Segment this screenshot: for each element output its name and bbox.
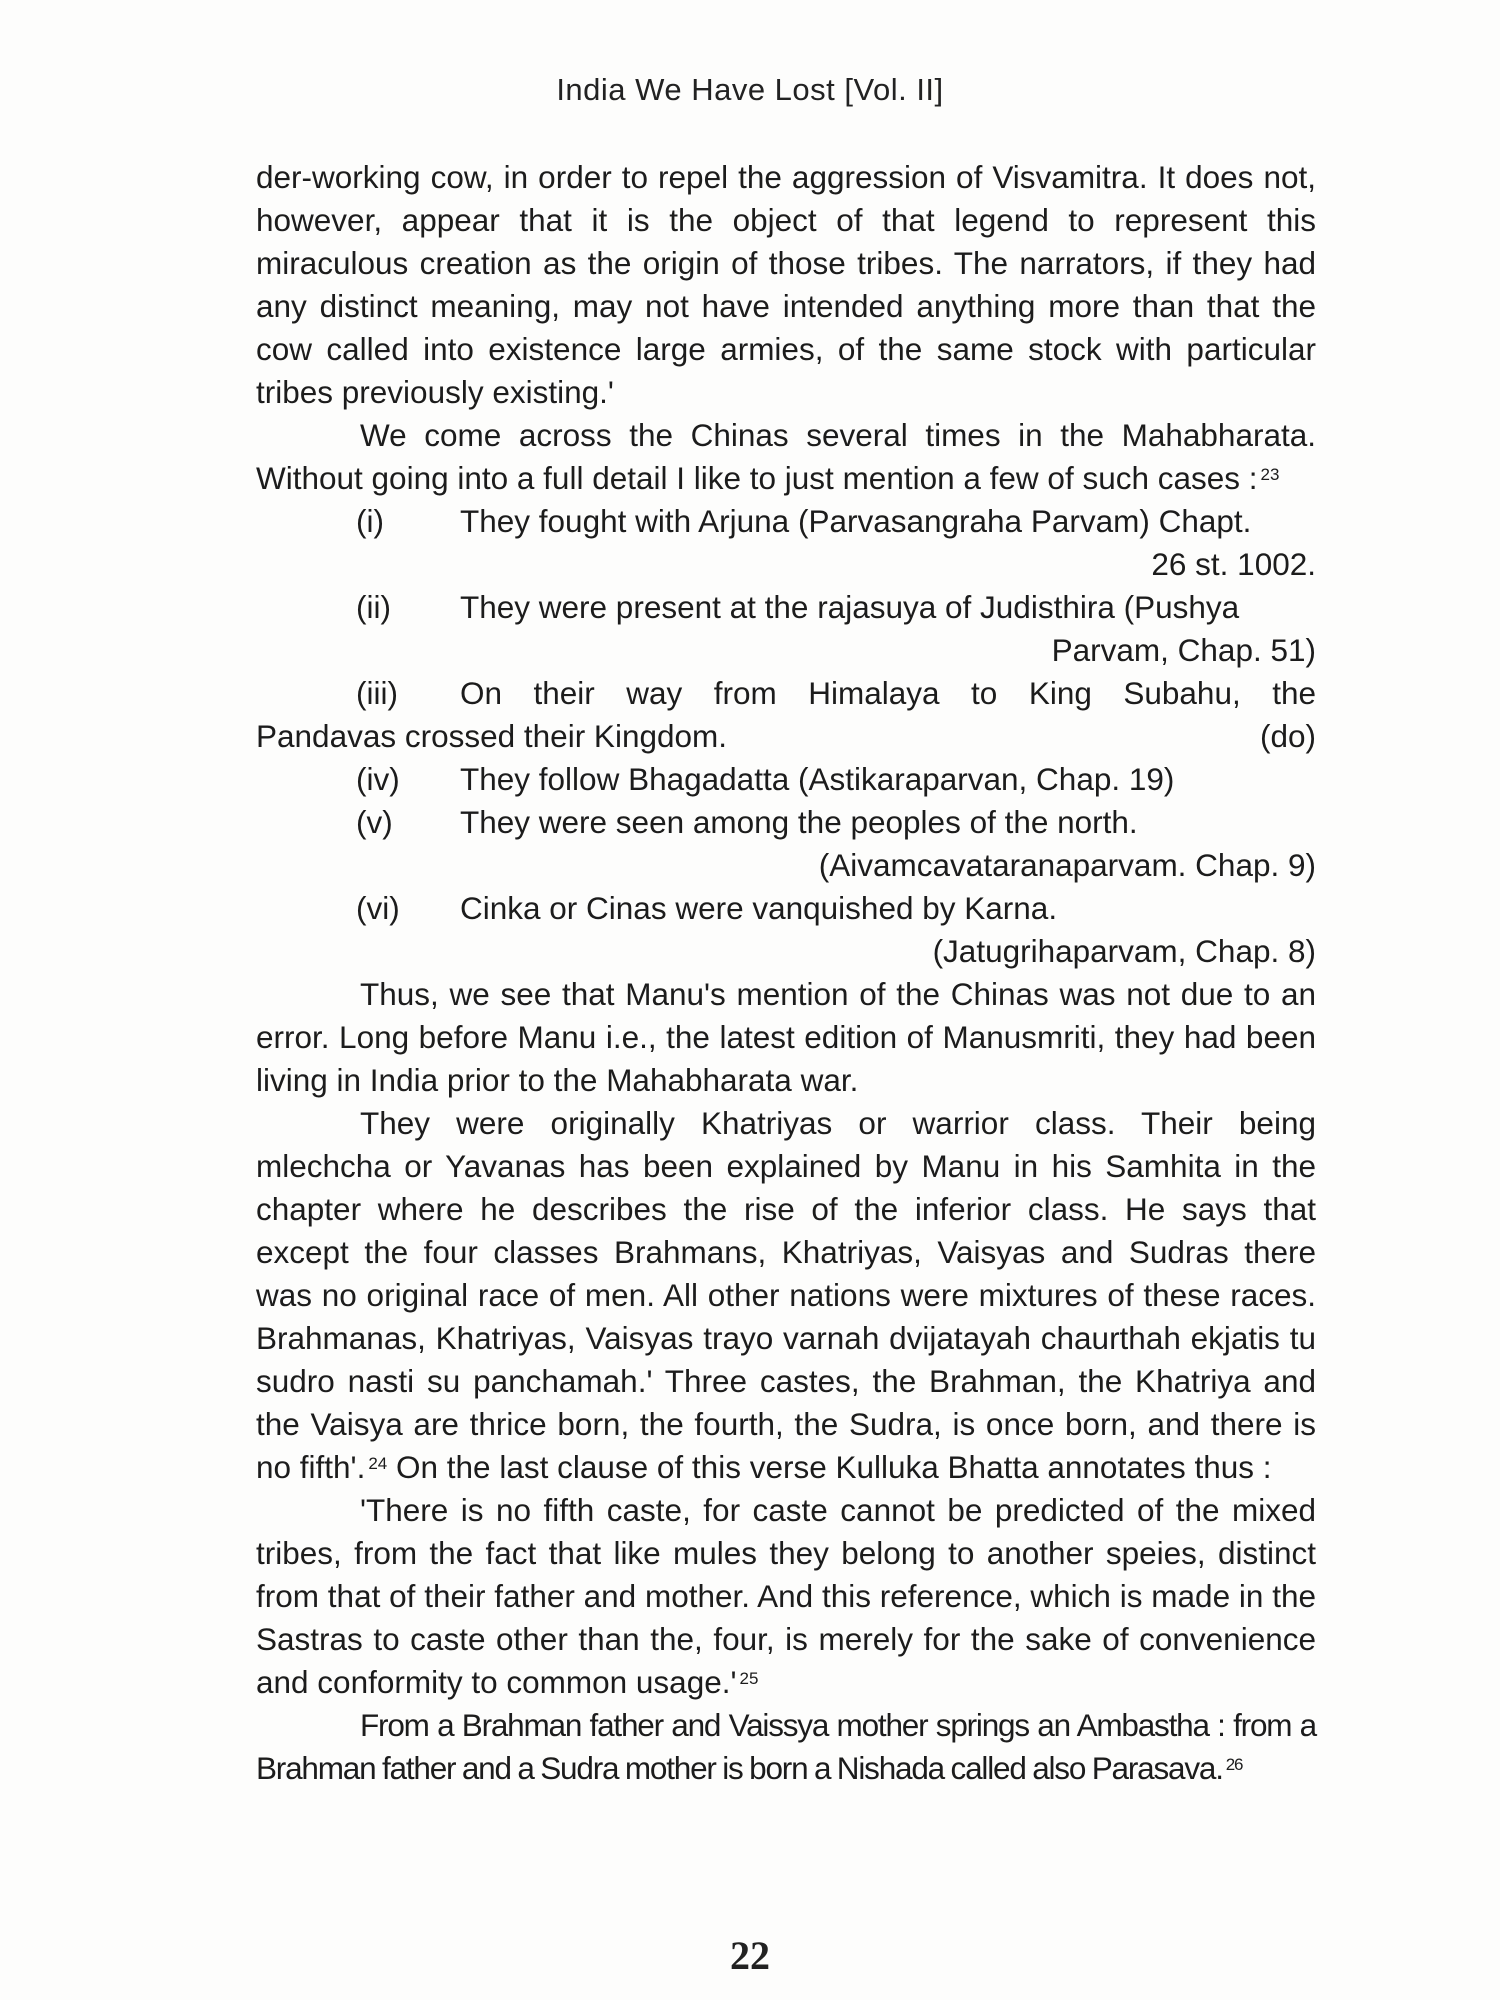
- list-item-4: [256, 758, 1316, 801]
- list-item-5: [256, 801, 1316, 887]
- page-number: 22: [730, 1933, 770, 1978]
- paragraph-4-text-cont: On the last clause of this verse Kulluka Bhatta annotates thus :: [396, 1449, 1272, 1485]
- list-item-3: [256, 672, 1316, 758]
- list-item-reference: 26 st. 1002.: [1151, 546, 1316, 582]
- paragraph-5: [256, 1489, 1316, 1704]
- footnote-ref-25: 25: [739, 1669, 759, 1688]
- list-item-text: They were present at the rajasuya of Judisthira (Pushya: [460, 589, 1240, 625]
- list-item-text: They fought with Arjuna (Parvasangraha Parvam) Chapt.: [460, 503, 1252, 539]
- list-item-1: [256, 500, 1316, 586]
- list-item-text: They follow Bhagadatta (Astikaraparvan, Chap. 19): [460, 761, 1175, 797]
- page-body: [256, 156, 1316, 1790]
- paragraph-1: [256, 156, 1316, 414]
- footnote-ref-26: 26: [1225, 1755, 1243, 1774]
- paragraph-2-text: We come across the Chinas several times in the Mahabharata. Without going into a full detail I like to just mention a few of such cases :: [256, 417, 1316, 496]
- list-item-number: (iv): [356, 761, 400, 797]
- list-item-continuation: Pandavas crossed their Kingdom.: [256, 718, 728, 754]
- list-item-number: (ii): [356, 589, 391, 625]
- list-item-number: (i): [356, 503, 384, 539]
- list-item-reference: (do): [1259, 718, 1316, 754]
- list-item-reference: Parvam, Chap. 51): [1051, 632, 1316, 668]
- paragraph-1-text: der-working cow, in order to repel the aggression of Visvamitra. It does not, however, appear that it is the object of that legend to represent this miraculous creation as the origin of those tribes. The narrators, if they had any distinct meaning, may not have intended anything more than that the cow called into existence large armies, of the same stock with particular tribes previously existing.': [256, 159, 1316, 410]
- list-item-text: Cinka or Cinas were vanquished by Karna.: [460, 890, 1058, 926]
- list-item-reference: (Aivamcavataranaparvam. Chap. 9): [818, 847, 1316, 883]
- list-item-reference: (Jatugrihaparvam, Chap. 8): [932, 933, 1316, 969]
- paragraph-4-text: They were originally Khatriyas or warrior class. Their being mlechcha or Yavanas has been explained by Manu in his Samhita in the chapter where he describes the rise of the inferior class. He says that except the four classes Brahmans, Khatriyas, Vaisyas and Sudras there was no original race of men. All other nations were mixtures of these races. Brahmanas, Khatriyas, Vaisyas trayo varnah dvijatayah chaurthah ekjatis tu sudro nasti su panchamah.' Three castes, the Brahman, the Khatriya and the Vaisya are thrice born, the fourth, the Sudra, is once born, and there is no fifth'.: [256, 1105, 1316, 1485]
- paragraph-4: [256, 1102, 1316, 1489]
- paragraph-3: [256, 973, 1316, 1102]
- paragraph-6: [256, 1704, 1316, 1790]
- list-item-text: They were seen among the peoples of the north.: [460, 804, 1138, 840]
- paragraph-2: [256, 414, 1316, 500]
- list-item-number: (iii): [356, 675, 398, 711]
- paragraph-5-text: 'There is no fifth caste, for caste cannot be predicted of the mixed tribes, from the fact that like mules they belong to another speies, distinct from that of their father and mother. And this reference, which is made in the Sastras to caste other than the, four, is merely for the sake of convenience and conformity to common usage.': [256, 1492, 1316, 1700]
- list-item-text: On their way from Himalaya to King Subahu, the: [460, 675, 1316, 711]
- list-item-2: [256, 586, 1316, 672]
- paragraph-6-text: From a Brahman father and Vaissya mother springs an Ambastha : from a Brahman father and a Sudra mother is born a Nishada called also Parasava.: [256, 1707, 1316, 1786]
- list-item-6: [256, 887, 1316, 973]
- list-item-number: (v): [356, 804, 393, 840]
- footnote-ref-24: 24: [368, 1454, 388, 1473]
- running-header: India We Have Lost [Vol. II]: [556, 72, 944, 107]
- footnote-ref-23: 23: [1260, 465, 1280, 484]
- paragraph-3-text: Thus, we see that Manu's mention of the Chinas was not due to an error. Long before Manu i.e., the latest edition of Manusmriti, they had been living in India prior to the Mahabharata war.: [256, 976, 1316, 1098]
- list-item-number: (vi): [356, 890, 400, 926]
